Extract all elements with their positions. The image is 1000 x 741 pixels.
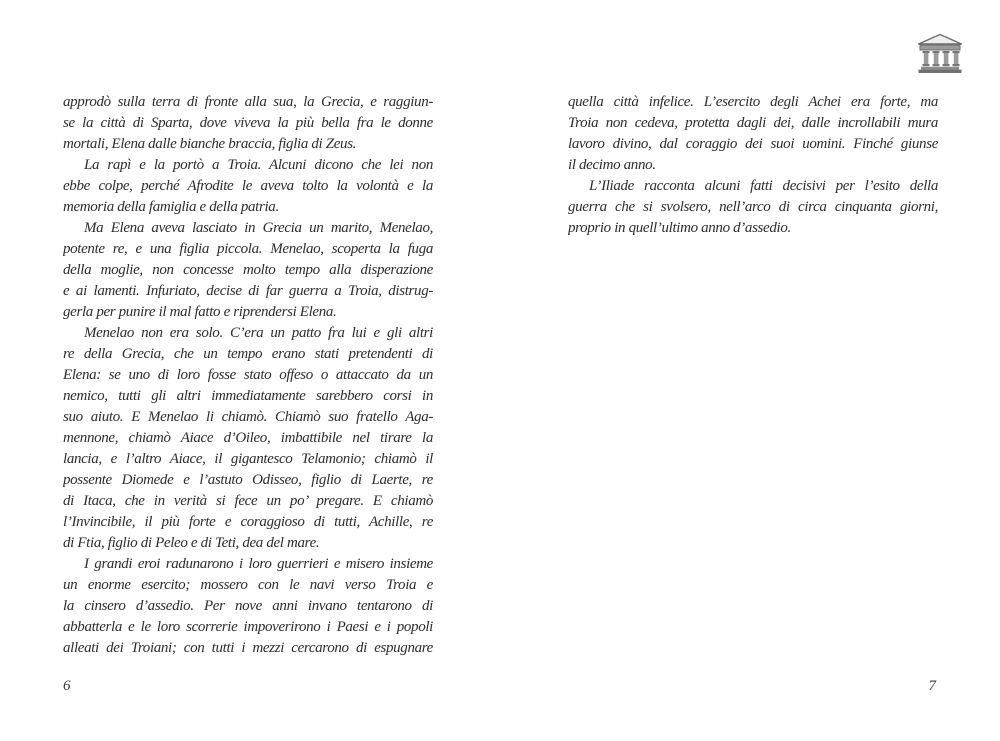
text-line: della moglie, non concesse molto tempo alla disperazione (63, 262, 433, 278)
text-line: L’Iliade racconta alcuni fatti decisivi per l’esito della (589, 178, 938, 194)
text-line: di Itaca, che in verità si fece un po’ pregare. E chiamò (63, 493, 433, 509)
text-line: possente Diomede e l’astuto Odisseo, figlio di Laerte, re (63, 472, 433, 488)
page-number-left: 6 (63, 678, 71, 694)
paragraph (63, 92, 433, 155)
text-line: nemico, tutti gli altri immediatamente sarebbero corsi in (63, 388, 433, 404)
page-left-text (63, 92, 433, 659)
text-line: ebbe colpe, perché Afrodite le aveva tolto la volontà e la (63, 178, 433, 194)
text-line: I grandi eroi radunarono i loro guerrieri e misero insieme (84, 556, 433, 572)
text-line: mennone, chiamò Aiace d’Oileo, imbattibile nel tirare la (63, 430, 433, 446)
text-line: l’Invincibile, il più forte e coraggioso di tutti, Achille, re (63, 514, 433, 530)
text-line: Elena: se uno di loro fosse stato offeso o attaccato da un (63, 367, 433, 383)
page-right-text (568, 92, 938, 239)
paragraph (63, 554, 433, 659)
text-line: suo aiuto. E Menelao li chiamò. Chiamò suo fratello Aga- (63, 409, 433, 425)
text-line: potente re, e una figlia piccola. Menelao, scoperta la fuga (63, 241, 433, 257)
text-line: abbatterla e le loro scorrerie impoverirono i Paesi e i popoli (63, 619, 433, 635)
paragraph (568, 92, 938, 176)
text-line: mortali, Elena dalle bianche braccia, figlia di Zeus. (63, 136, 357, 152)
text-line: memoria della famiglia e della patria. (63, 199, 279, 215)
text-line: lavoro divino, dal coraggio dei suoi uomini. Finché giunse (568, 136, 938, 152)
paragraph (568, 176, 938, 239)
text-line: re della Grecia, che un tempo erano stati pretendenti di (63, 346, 433, 362)
text-line: Ma Elena aveva lasciato in Grecia un marito, Menelao, (84, 220, 433, 236)
text-line: quella città infelice. L’esercito degli Achei era forte, ma (568, 94, 938, 110)
text-line: di Ftia, figlio di Peleo e di Teti, dea del mare. (63, 535, 320, 551)
text-line: il decimo anno. (568, 157, 656, 173)
paragraph (63, 155, 433, 218)
text-line: lancia, e l’altro Aiace, il gigantesco Telamonio; chiamò il (63, 451, 433, 467)
text-line: Menelao non era solo. C’era un patto fra lui e gli altri (84, 325, 433, 341)
text-line: se la città di Sparta, dove viveva la più bella fra le donne (63, 115, 433, 131)
text-line: La rapì e la portò a Troia. Alcuni dicono che lei non (84, 157, 433, 173)
paragraph (63, 218, 433, 323)
text-line: un enorme esercito; mossero con le navi verso Troia e (63, 577, 433, 593)
text-line: alleati dei Troiani; con tutti i mezzi cercarono di espugnare (63, 640, 433, 656)
text-line: guerra che si svolsero, nell’arco di circa cinquanta giorni, (568, 199, 938, 215)
text-line: gerla per punire il mal fatto e riprendersi Elena. (63, 304, 337, 320)
paragraph (63, 323, 433, 554)
page-number-right: 7 (928, 678, 936, 694)
text-line: la cinsero d’assedio. Per nove anni invano tentarono di (63, 598, 433, 614)
temple-icon (916, 33, 964, 73)
text-line: e ai lamenti. Infuriato, decise di far guerra a Troia, distrug- (63, 283, 433, 299)
text-line: Troia non cedeva, protetta dagli dei, dalle incrollabili mura (568, 115, 938, 131)
text-line: proprio in quell’ultimo anno d’assedio. (568, 220, 791, 236)
text-line: approdò sulla terra di fronte alla sua, la Grecia, e raggiun- (63, 94, 433, 110)
